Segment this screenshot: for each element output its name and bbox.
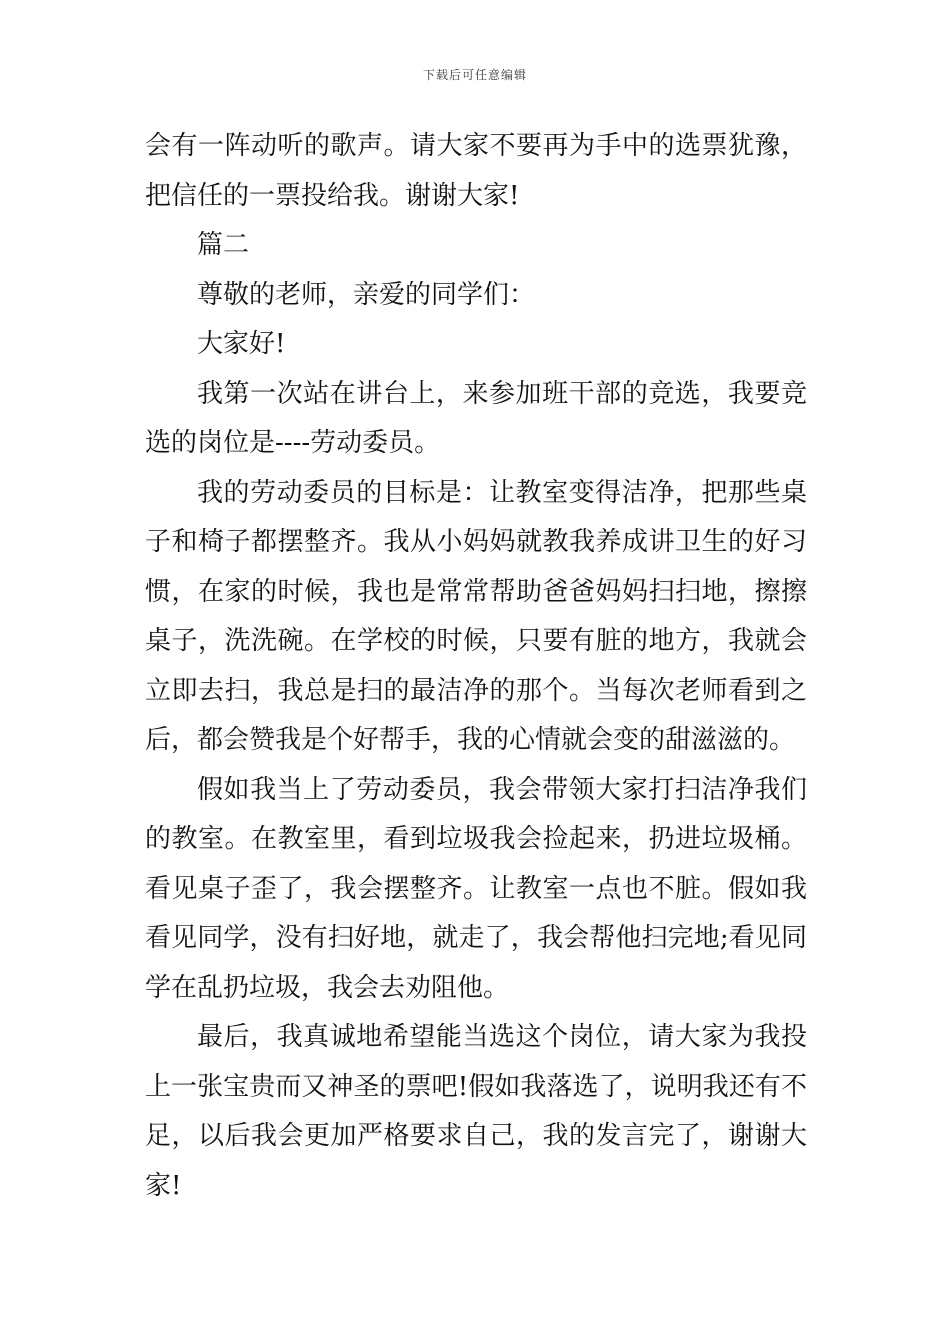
- greeting: 大家好!: [197, 329, 286, 359]
- paragraph-goal: 我的劳动委员的目标是：让教室变得洁净，把那些桌子和椅子都摆整齐。我从小妈妈就教我养成讲卫生的好习惯，在家的时候，我也是常常帮助爸爸妈妈扫扫地，擦擦桌子，洗洗碗。在学校的时候，只要有脏的地方，我就会立即去扫，我总是扫的最洁净的那个。当每次老师看到之后，都会赞我是个好帮手，我的心情就会变的甜滋滋的。: [145, 477, 807, 755]
- page-header: 下载后可任意编辑: [422, 68, 527, 82]
- paragraph-closing: 最后，我真诚地希望能当选这个岗位，请大家为我投上一张宝贵而又神圣的票吧!假如我落选了，说明我还有不足，以后我会更加严格要求自己，我的发言完了，谢谢大家!: [145, 1022, 807, 1201]
- paragraph-plan: 假如我当上了劳动委员，我会带领大家打扫洁净我们的教室。在教室里，看到垃圾我会捡起来，扔进垃圾桶。看见桌子歪了，我会摆整齐。让教室一点也不脏。假如我看见同学，没有扫好地，就走了，我会帮他扫完地;看见同学在乱扔垃圾，我会去劝阻他。: [145, 774, 807, 1003]
- paragraph-intro: 我第一次站在讲台上，来参加班干部的竞选，我要竞选的岗位是----劳动委员。: [145, 378, 807, 458]
- salutation: 尊敬的老师，亲爱的同学们：: [197, 279, 536, 310]
- document-body: [145, 122, 807, 1211]
- paragraph-continuation: 会有一阵动听的歌声。请大家不要再为手中的选票犹豫，把信任的一票投给我。谢谢大家!: [145, 131, 807, 211]
- section-heading: 篇二: [197, 230, 250, 260]
